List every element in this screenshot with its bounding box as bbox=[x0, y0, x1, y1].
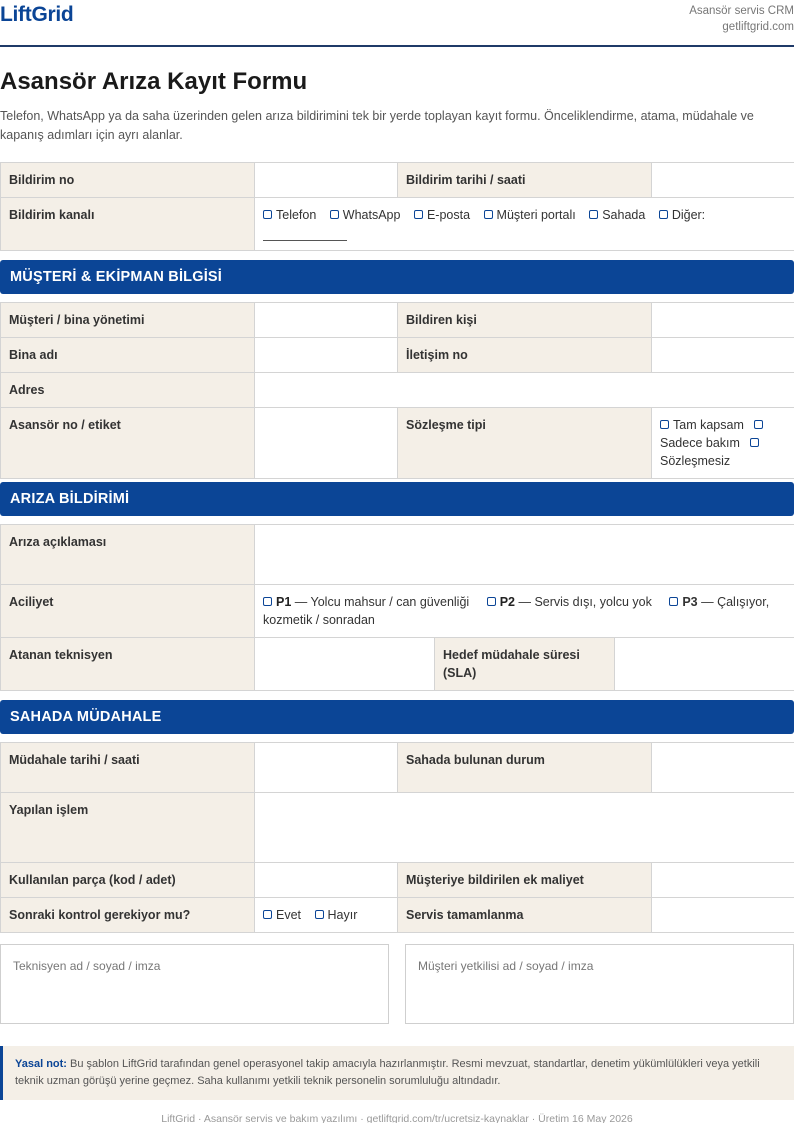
parts-field[interactable] bbox=[255, 863, 398, 898]
notification-no-label: Bildirim no bbox=[1, 163, 255, 198]
completion-label: Servis tamamlanma bbox=[398, 898, 652, 933]
customer-signature-box[interactable] bbox=[405, 944, 794, 1024]
followup-label: Sonraki kontrol gerekiyor mu? bbox=[1, 898, 255, 933]
notification-channel-label: Bildirim kanalı bbox=[1, 198, 255, 251]
fault-description-field[interactable] bbox=[255, 525, 794, 585]
priority-p3[interactable]: P3 — Çalışıyor, kozmetik / sonradan bbox=[263, 595, 770, 627]
checkbox-icon[interactable] bbox=[414, 210, 423, 219]
customer-table bbox=[0, 302, 794, 479]
urgency-options bbox=[255, 585, 794, 638]
contact-field[interactable] bbox=[652, 338, 794, 373]
sla-field[interactable] bbox=[615, 638, 794, 691]
channel-option-onsite[interactable]: Sahada bbox=[589, 206, 645, 224]
parts-label: Kullanılan parça (kod / adet) bbox=[1, 863, 255, 898]
found-condition-field[interactable] bbox=[652, 743, 794, 793]
extra-cost-field[interactable] bbox=[652, 863, 794, 898]
contract-option-full[interactable]: Tam kapsam bbox=[673, 418, 744, 432]
notification-channel-options bbox=[255, 198, 794, 251]
checkbox-icon[interactable] bbox=[484, 210, 493, 219]
priority-p2[interactable]: P2 — Servis dışı, yolcu yok bbox=[487, 593, 652, 611]
priority-p1[interactable]: P1 — Yolcu mahsur / can güvenliği bbox=[263, 593, 469, 611]
site-url: getliftgrid.com bbox=[722, 21, 794, 33]
logo: LiftGrid bbox=[0, 3, 74, 26]
urgency-label: Aciliyet bbox=[1, 585, 255, 638]
technician-field[interactable] bbox=[255, 638, 435, 691]
fault-table bbox=[0, 524, 794, 691]
contract-options bbox=[652, 408, 794, 479]
contract-option-maintenance[interactable]: Sadece bakım bbox=[660, 436, 740, 450]
found-condition-label: Sahada bulunan durum bbox=[398, 743, 652, 793]
sla-label: Hedef müdahale süresi (SLA) bbox=[435, 638, 615, 691]
legal-note-text: Bu şablon LiftGrid tarafından genel operasyonel takip amacıyla hazırlanmıştır. Resmi mevzuat, standartlar, denetim yükümlülükleri veya yetkili teknik uzman görüşü yerine geçmez. Saha kullanımı yetkili teknik personelin sorumluluğu altındadır. bbox=[15, 1058, 760, 1087]
work-done-field[interactable] bbox=[255, 793, 794, 863]
page-title: Asansör Arıza Kayıt Formu bbox=[0, 68, 308, 95]
checkbox-icon[interactable] bbox=[263, 210, 272, 219]
checkbox-icon[interactable] bbox=[263, 910, 272, 919]
work-done-label: Yapılan işlem bbox=[1, 793, 255, 863]
intervention-datetime-field[interactable] bbox=[255, 743, 398, 793]
building-field[interactable] bbox=[255, 338, 398, 373]
contract-label: Sözleşme tipi bbox=[398, 408, 652, 479]
notification-datetime-field[interactable] bbox=[652, 163, 794, 198]
channel-other-blank[interactable] bbox=[263, 229, 347, 241]
customer-label: Müşteri / bina yönetimi bbox=[1, 303, 255, 338]
followup-no[interactable]: Hayır bbox=[315, 906, 358, 924]
onsite-table bbox=[0, 742, 794, 933]
checkbox-icon[interactable] bbox=[263, 597, 272, 606]
channel-option-whatsapp[interactable]: WhatsApp bbox=[330, 206, 401, 224]
customer-signature-label: Müşteri yetkilisi ad / soyad / imza bbox=[418, 959, 594, 973]
technician-signature-label: Teknisyen ad / soyad / imza bbox=[13, 959, 161, 973]
checkbox-icon[interactable] bbox=[659, 210, 668, 219]
technician-signature-box[interactable] bbox=[0, 944, 389, 1024]
page-intro: Telefon, WhatsApp ya da saha üzerinden gelen arıza bildirimini tek bir yerde toplayan kayıt formu. Önceliklendirme, atama, müdahale ve kapanış adımları için ayrı alanlar. bbox=[0, 109, 754, 142]
elevator-label: Asansör no / etiket bbox=[1, 408, 255, 479]
notification-no-field[interactable] bbox=[255, 163, 398, 198]
technician-label: Atanan teknisyen bbox=[1, 638, 255, 691]
checkbox-icon[interactable] bbox=[660, 420, 669, 429]
reporter-field[interactable] bbox=[652, 303, 794, 338]
legal-note-label: Yasal not: bbox=[15, 1058, 67, 1070]
notification-datetime-label: Bildirim tarihi / saati bbox=[398, 163, 652, 198]
product-name: Asansör servis CRM bbox=[689, 5, 794, 17]
section-onsite-header: SAHADA MÜDAHALE bbox=[0, 700, 794, 734]
intervention-datetime-label: Müdahale tarihi / saati bbox=[1, 743, 255, 793]
followup-yes[interactable]: Evet bbox=[263, 906, 301, 924]
legal-note bbox=[0, 1046, 794, 1100]
page-header bbox=[0, 0, 794, 47]
checkbox-icon[interactable] bbox=[487, 597, 496, 606]
channel-option-email[interactable]: E-posta bbox=[414, 206, 470, 224]
elevator-field[interactable] bbox=[255, 408, 398, 479]
checkbox-icon[interactable] bbox=[315, 910, 324, 919]
checkbox-icon[interactable] bbox=[669, 597, 678, 606]
channel-option-phone[interactable]: Telefon bbox=[263, 206, 316, 224]
contract-option-none[interactable]: Sözleşmesiz bbox=[660, 454, 731, 468]
fault-description-label: Arıza açıklaması bbox=[1, 525, 255, 585]
page-footer: LiftGrid · Asansör servis ve bakım yazılımı · getliftgrid.com/tr/ucretsiz-kaynaklar · Üretim 16 May 2026 bbox=[161, 1113, 633, 1123]
section-fault-header: ARIZA BİLDİRİMİ bbox=[0, 482, 794, 516]
completion-field[interactable] bbox=[652, 898, 794, 933]
checkbox-icon[interactable] bbox=[750, 438, 759, 447]
followup-options bbox=[255, 898, 398, 933]
address-label: Adres bbox=[1, 373, 255, 408]
checkbox-icon[interactable] bbox=[330, 210, 339, 219]
header-meta bbox=[689, 3, 794, 35]
channel-option-portal[interactable]: Müşteri portalı bbox=[484, 206, 576, 224]
address-field[interactable] bbox=[255, 373, 794, 408]
checkbox-icon[interactable] bbox=[589, 210, 598, 219]
contact-label: İletişim no bbox=[398, 338, 652, 373]
checkbox-icon[interactable] bbox=[754, 420, 763, 429]
extra-cost-label: Müşteriye bildirilen ek maliyet bbox=[398, 863, 652, 898]
notification-table bbox=[0, 162, 794, 251]
channel-option-other[interactable]: Diğer: bbox=[659, 206, 705, 224]
reporter-label: Bildiren kişi bbox=[398, 303, 652, 338]
building-label: Bina adı bbox=[1, 338, 255, 373]
customer-field[interactable] bbox=[255, 303, 398, 338]
section-customer-header: MÜŞTERİ & EKİPMAN BİLGİSİ bbox=[0, 260, 794, 294]
